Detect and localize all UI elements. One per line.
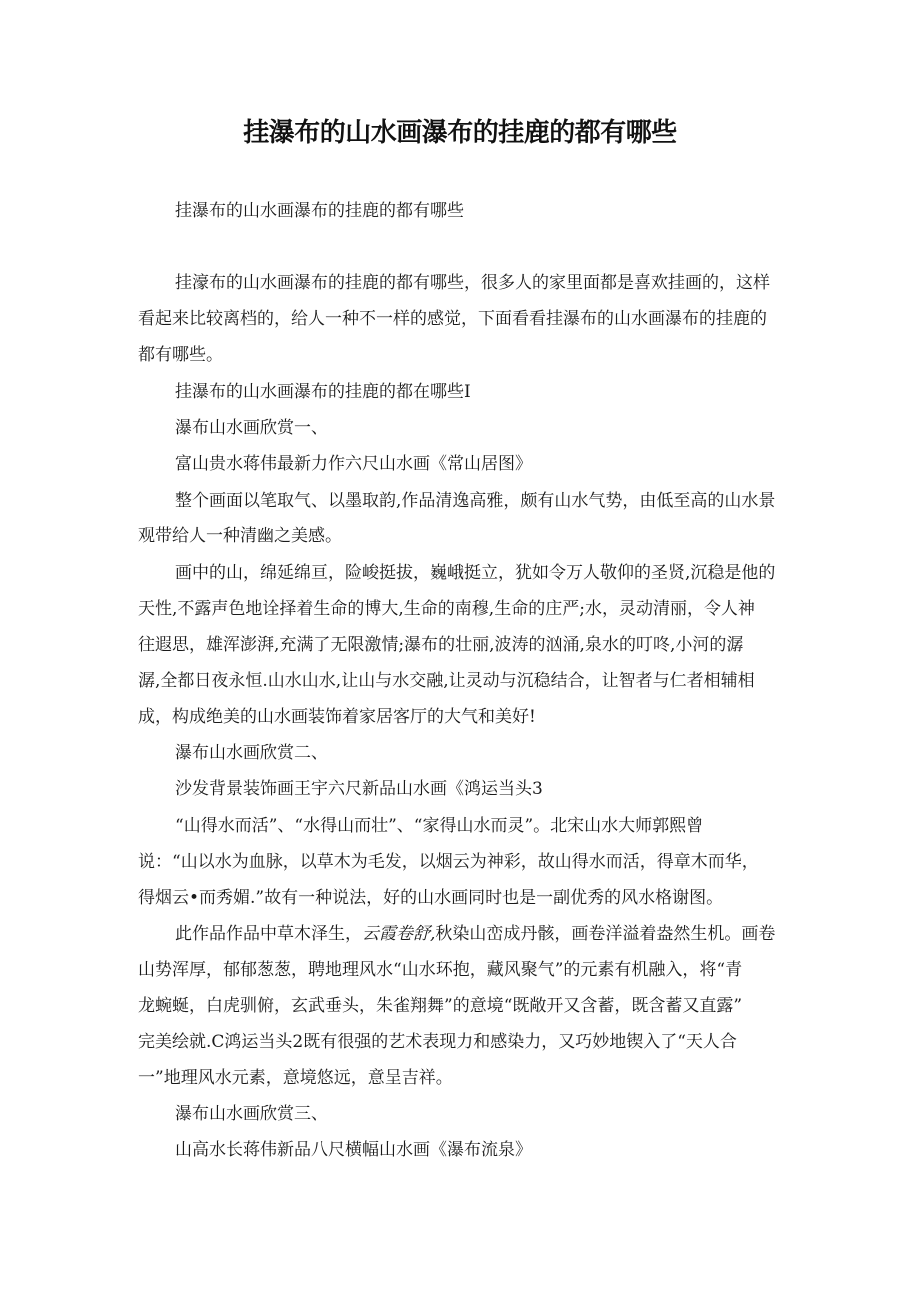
intro-line: 挂濠布的山水画瀑布的挂鹿的都有哪些，很多人的家里面都是喜欢挂画的，这样 bbox=[175, 273, 770, 293]
section-1-heading: 瀑布山水画欣赏一、 bbox=[175, 418, 328, 438]
paragraph-line bbox=[175, 922, 775, 946]
paragraph-line: 潺,全都日夜永恒.山水山水,让山与水交融,让灵动与沉稳结合，让智者与仁者相辅相 bbox=[138, 671, 755, 691]
section-3-artwork-title: 山高水长蒋伟新品八尺横幅山水画《瀑布流泉》 bbox=[175, 1140, 532, 1160]
paragraph-line: 山势浑厚，郁郁葱葱，聘地理风水“山水环抱，藏风聚气”的元素有机融入，将“青 bbox=[138, 960, 743, 980]
document-subtitle: 挂瀑布的山水画瀑布的挂鹿的都有哪些 bbox=[175, 201, 464, 221]
paragraph-italic-text: 云霞卷舒, bbox=[362, 924, 436, 944]
paragraph-line: 龙蜿蜒，白虎驯俯，玄武垂头，朱雀翔舞”的意境“既敞开又含蓄，既含蓄又直露” bbox=[138, 996, 743, 1016]
paragraph-line: 观带给人一种清幽之美感。 bbox=[138, 526, 342, 546]
paragraph-line: 往遐思，雄浑澎湃,充满了无限激情;瀑布的壮丽,波涛的汹涌,泉水的叮咚,小河的潺 bbox=[138, 635, 744, 655]
paragraph-line: “山得水而活”、“水得山而壮”、“家得山水而灵”。北宋山水大师郭熙曾 bbox=[175, 816, 704, 836]
paragraph-line: 完美绘就.C鸿运当头2既有很强的艺术表现力和感染力，又巧妙地锲入了“天人合 bbox=[138, 1032, 737, 1052]
paragraph-text: 此作品作品中草木泽生， bbox=[175, 924, 362, 944]
intro-line: 都有哪些。 bbox=[138, 345, 223, 365]
paragraph-line: 天性,不露声色地诠择着生命的博大,生命的南穆,生命的庄严;水，灵动清丽，令人神 bbox=[138, 599, 755, 619]
section-heading: 挂瀑布的山水画瀑布的挂鹿的都在哪些I bbox=[175, 382, 471, 402]
section-3-heading: 瀑布山水画欣赏三、 bbox=[175, 1104, 328, 1124]
paragraph-line: 成，构成绝美的山水画装饰着家居客厅的大气和美好! bbox=[138, 707, 536, 727]
paragraph-line: 一”地理风水元素，意境悠远，意呈吉祥。 bbox=[138, 1068, 453, 1088]
intro-line: 看起来比较离档的，给人一种不一样的感觉，下面看看挂瀑布的山水画瀑布的挂鹿的 bbox=[138, 309, 767, 329]
document-title: 挂瀑布的山水画瀑布的挂鹿的都有哪些 bbox=[243, 118, 677, 148]
section-2-heading: 瀑布山水画欣赏二、 bbox=[175, 743, 328, 763]
paragraph-line: 说：“山以水为血脉，以草木为毛发，以烟云为神彩，故山得水而活，得章木而华， bbox=[138, 852, 759, 872]
section-2-artwork-title: 沙发背景装饰画王宇六尺新品山水画《鸿运当头3 bbox=[175, 779, 543, 799]
paragraph-line: 得烟云•而秀媚.”故有一种说法，好的山水画同时也是一副优秀的风水格谢图。 bbox=[138, 888, 724, 908]
paragraph-line: 整个画面以笔取气、以墨取韵,作品清逸高雅，颇有山水气势，由低至高的山水景 bbox=[175, 491, 776, 511]
paragraph-line: 画中的山，绵延绵亘，险峻挺拔，巍峨挺立，犹如令万人敬仰的圣贤,沉稳是他的 bbox=[175, 563, 776, 583]
paragraph-text: 秋染山峦成丹骸，画卷洋溢着盎然生机。画卷 bbox=[435, 924, 776, 944]
section-1-artwork-title: 富山贵水蒋伟最新力作六尺山水画《常山居图》 bbox=[175, 454, 532, 474]
